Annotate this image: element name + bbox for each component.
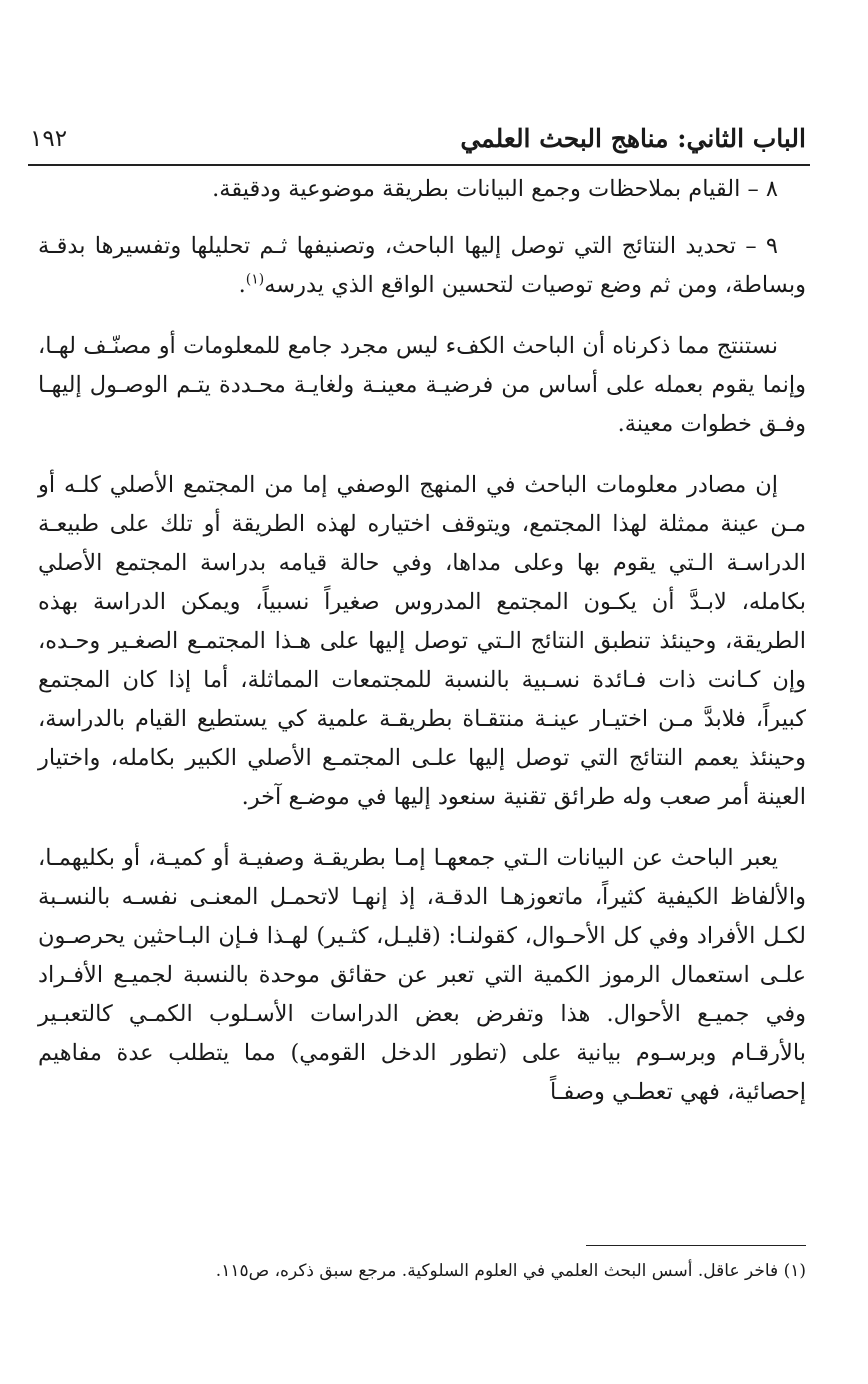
list-item-9 <box>38 227 806 305</box>
footnote-reference[interactable]: (١) <box>245 271 265 288</box>
chapter-title: الباب الثاني: مناهج البحث العلمي <box>460 124 806 153</box>
list-item-8: ٨ – القيام بملاحظات وجمع البيانات بطريقة موضوعية ودقيقة. <box>212 176 778 202</box>
footnote-divider <box>586 1245 806 1246</box>
paragraph-2: إن مصادر معلومات الباحث في المنهج الوصفي إما من المجتمع الأصلي كلـه أو مـن عينة ممثلة لهذا المجتمع، ويتوقف اختياره لهذه الطريقة أو تلك على طبيعـة الدراسـة الـتي يقوم بها وعلى مداها، وفي حالة قيامه بدراسة المجتمع الأصلي بكامله، لابـدَّ أن يكـون المجتمع المدروس صغيراً نسبياً، ويمكن الدراسة بهذه الطريقة، وحينئذ تنطبق النتائج الـتي توصل إليها على هـذا المجتمـع الصغـير وحـده، وإن كـانت ذات فـائدة نسـبية بالنسبة للمجتمعات المماثلة، أما إذا كان المجتمع كبيراً، فلابدَّ مـن اختيـار عينـة منتقـاة بطريقـة علمية كي يستطيع القيام بالدراسة، وحينئذ يعمم النتائج التي توصل إليها علـى المجتمـع الأصلي الكبير بكامله، واختيار العينة أمر صعب وله طرائق تقنية سنعود إليها في موضـع آخر. <box>38 472 806 810</box>
paragraph-3: يعبر الباحث عن البيانات الـتي جمعهـا إمـا بطريقـة وصفيـة أو كميـة، أو بكليهمـا، والألفاظ الكيفية كثيراً، ماتعوزهـا الدقـة، إذ إنهـا لاتحمـل المعنـى نفسـه بالنسـبة لكـل الأفراد وفي كل الأحـوال، كقولنـا: (قليـل، كثـير) لهـذا فـإن البـاحثين يحرصـون علـى استعمال الرموز الكمية التي تعبر عن حقائق موحدة بالنسبة لجميـع الأفـراد وفي جميـع الأحوال. هذا وتفرض بعض الدراسات الأسـلوب الكمـي كالتعبـير بالأرقـام وبرسـوم بيانية على (تطور الدخل القومي) مما يتطلب عدة مفاهيم إحصائية، فهي تعطـي وصفـاً <box>38 845 806 1105</box>
running-header <box>30 120 806 160</box>
page-number: ١٩٢ <box>30 126 68 152</box>
paragraph-1: نستنتج مما ذكرناه أن الباحث الكفء ليس مجرد جامع للمعلومات أو مصنّـف لهـا، وإنما يقوم بعمله على أساس من فرضيـة معينـة ولغايـة محـددة يتـم الوصـول إليهـا وفـق خطوات معينة. <box>38 333 806 437</box>
list-item-9-end: . <box>238 272 246 298</box>
footnote: (١) فاخر عاقل. أسس البحث العلمي في العلوم السلوكية. مرجع سبق ذكره، ص١١٥. <box>215 1261 806 1281</box>
main-text <box>38 170 806 1134</box>
list-item-9-text: ٩ – تحديد النتائج التي توصل إليها الباحث، وتصنيفها ثـم تحليلها وتفسيرها بدقـة وبساطة، ومن ثم وضع توصيات لتحسين الواقع الذي يدرسه <box>38 233 806 298</box>
header-divider <box>28 164 810 166</box>
